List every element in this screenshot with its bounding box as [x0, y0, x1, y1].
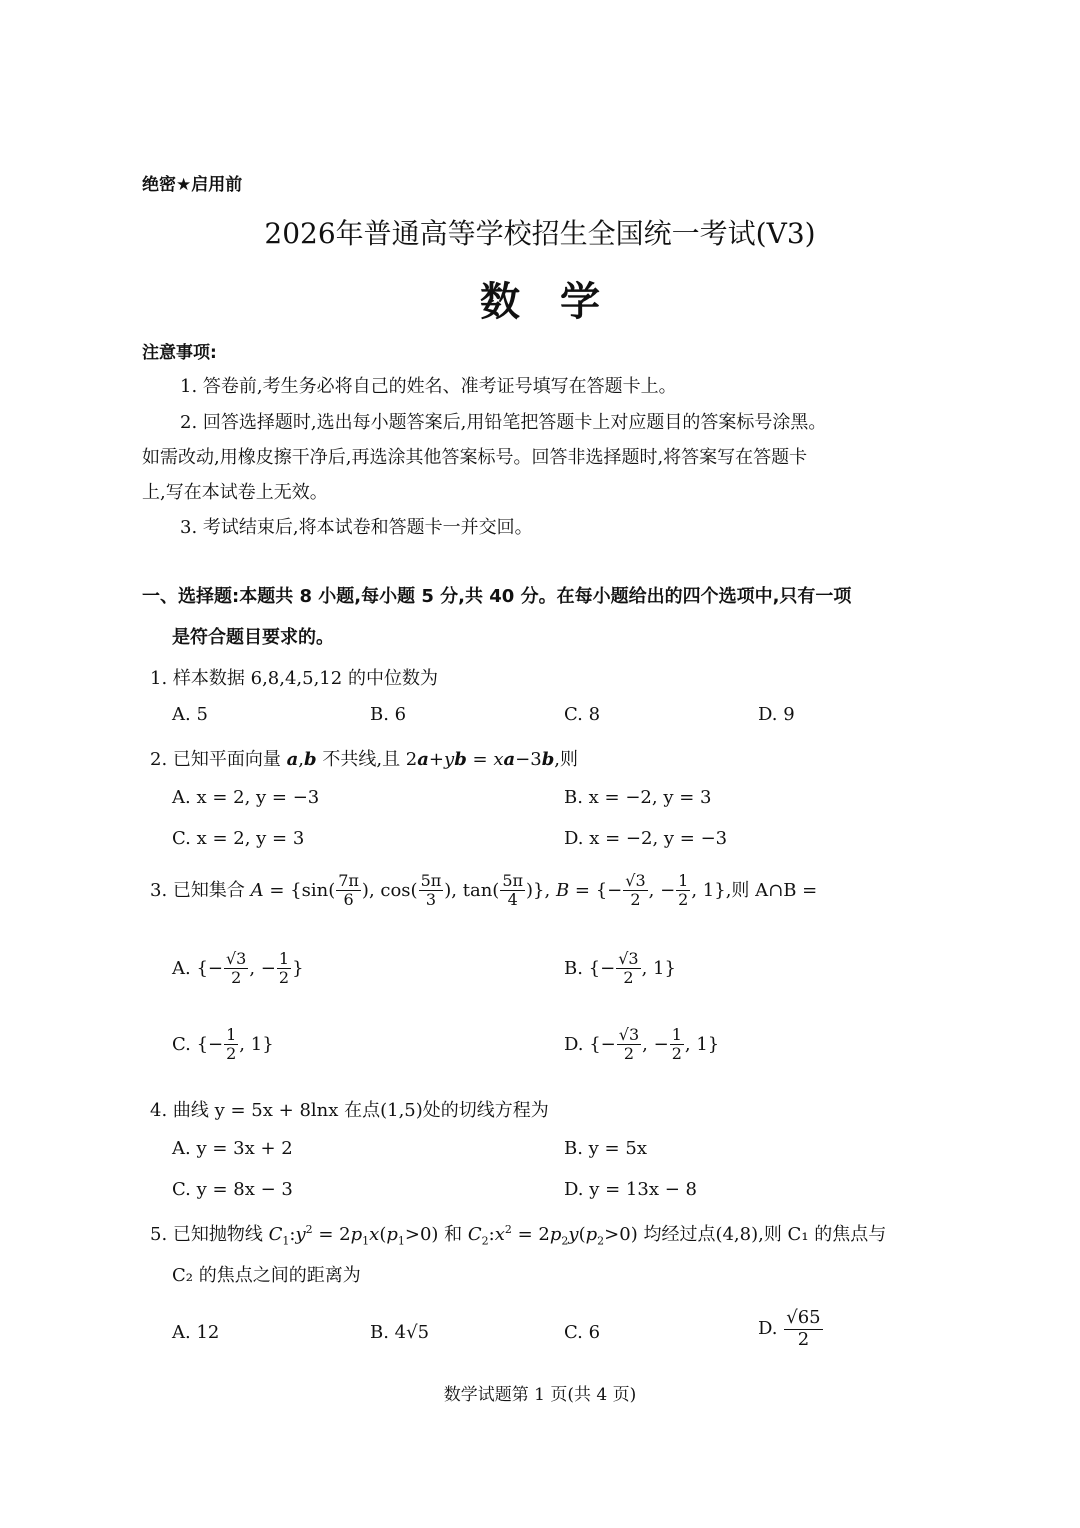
question-1-option-b: B. 6 [370, 704, 407, 725]
vector-ab: a [286, 749, 299, 770]
question-3-option-d: D. {− $\frac{√3}{2}$ , − $\frac{1}{2}$ , 1} [564, 1025, 720, 1064]
question-3-option-b: B. {− $\frac{√3}{2}$ , 1} [564, 949, 676, 988]
question-5-option-a: A. 12 [172, 1322, 220, 1343]
question-2-stem: 2. 已知平面向量 a,b 不共线,且 2a+yb = xa−3b,则 [150, 749, 579, 770]
question-5-option-d-label: D. [758, 1318, 778, 1340]
question-5-stem-line-2: C₂ 的焦点之间的距离为 [172, 1265, 361, 1286]
question-5-option-d: D. $\frac{√65}{2}$ [758, 1307, 821, 1350]
question-5-option-b: B. 4√5 [370, 1322, 430, 1343]
question-2-option-a: A. x = 2, y = −3 [172, 787, 320, 808]
section-heading-line-2: 是符合题目要求的。 [172, 627, 334, 648]
question-3-stem [150, 872, 817, 910]
vector-equation: 2a+yb = xa−3b [405, 749, 555, 770]
question-1-option-d: D. 9 [758, 704, 795, 725]
question-3-option-c: C. {− $\frac{1}{2}$ , 1} [172, 1025, 274, 1064]
set-a-definition: A = {sin( $\frac{7\pi}{6}$ ), cos( $\frac{5\pi}{3}$ ), tan( $\frac{5\pi}{4}$ )}, B = {− $\frac{√3}{2}$ , − $\frac{1}{2}$ , 1} [250, 871, 726, 910]
question-5-stem-text-1: 5. 已知抛物线 [150, 1224, 269, 1245]
parabola-definitions: $C_1:y^2 = 2p_1x(p_1>0)$ 和 $C_2:x^2 = 2p_2y(p_2>0)$ [268, 1223, 638, 1248]
question-4-option-a: A. y = 3x + 2 [172, 1138, 293, 1159]
question-4-option-d: D. y = 13x − 8 [564, 1179, 697, 1200]
question-3-stem-tail: ,则 A∩B = [725, 879, 818, 901]
question-2-stem-text-2: 不共线,且 [316, 749, 406, 770]
question-5-option-c: C. 6 [564, 1322, 601, 1343]
page-footer: 数学试题第 1 页(共 4 页) [443, 1385, 637, 1405]
exam-title: 2026年普通高等学校招生全国统一考试(V3) [264, 217, 816, 250]
note-item-2-line-2: 如需改动,用橡皮擦干净后,再选涂其他答案标号。回答非选择题时,将答案写在答题卡 [142, 447, 808, 468]
note-item-3: 3. 考试结束后,将本试卷和答题卡一并交回。 [180, 517, 533, 538]
question-2-stem-text-3: ,则 [554, 749, 579, 770]
question-3-option-a: A. {− $\frac{√3}{2}$ , − $\frac{1}{2}$ } [172, 949, 304, 988]
question-1-option-c: C. 8 [564, 704, 601, 725]
secret-label: 绝密★启用前 [142, 175, 243, 195]
notes-heading: 注意事项: [142, 343, 217, 363]
vector-b: b [304, 749, 317, 770]
question-2-option-c: C. x = 2, y = 3 [172, 828, 305, 849]
question-4-stem: 4. 曲线 y = 5x + 8lnx 在点(1,5)处的切线方程为 [150, 1100, 549, 1121]
question-5-stem-text-2: 均经过点(4,8),则 C₁ 的焦点与 [637, 1224, 887, 1245]
question-2-option-d: D. x = −2, y = −3 [564, 828, 728, 849]
question-3-stem-text: 3. 已知集合 [150, 879, 251, 901]
question-2-option-b: B. x = −2, y = 3 [564, 787, 712, 808]
section-heading-line-1: 一、选择题:本题共 8 小题,每小题 5 分,共 40 分。在每小题给出的四个选项中,只有一项 [142, 586, 852, 607]
question-4-option-b: B. y = 5x [564, 1138, 647, 1159]
subject-title: 数学 [480, 279, 640, 325]
question-1-stem: 1. 样本数据 6,8,4,5,12 的中位数为 [150, 668, 438, 689]
question-4-option-c: C. y = 8x − 3 [172, 1179, 293, 1200]
note-item-2-line-1: 2. 回答选择题时,选出每小题答案后,用铅笔把答题卡上对应题目的答案标号涂黑。 [180, 412, 827, 433]
question-2-stem-text-1: 2. 已知平面向量 [150, 749, 287, 770]
question-5-stem-line-1 [150, 1220, 886, 1248]
note-item-1: 1. 答卷前,考生务必将自己的姓名、准考证号填写在答题卡上。 [180, 376, 677, 397]
note-item-2-line-3: 上,写在本试卷上无效。 [142, 482, 328, 503]
question-1-option-a: A. 5 [172, 704, 208, 725]
